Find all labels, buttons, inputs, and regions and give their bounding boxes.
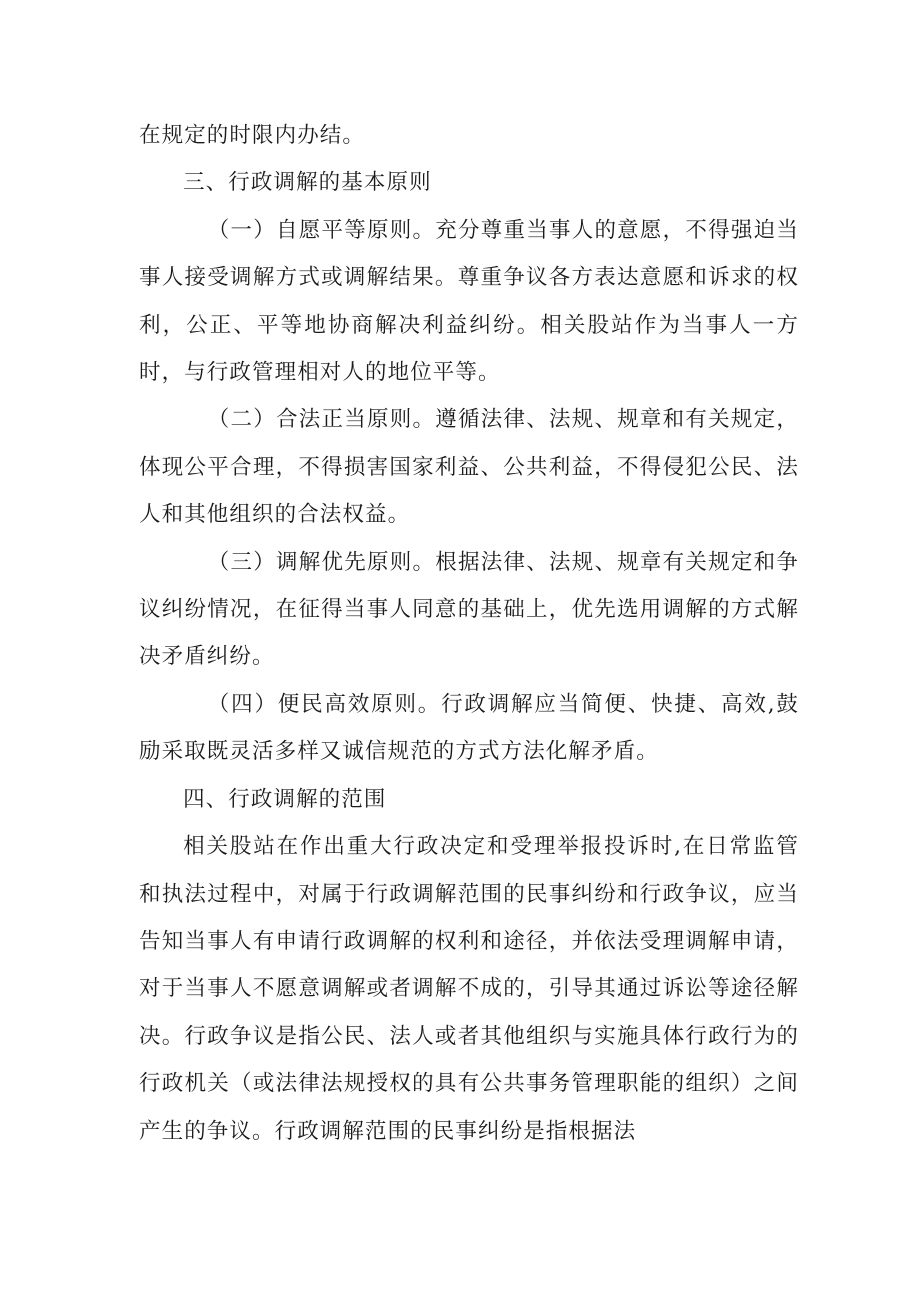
paragraph-continuation: 在规定的时限内办结。 (139, 123, 366, 148)
section-heading-four: 四、行政调解的范围 (183, 786, 387, 812)
principle-mediation-priority: （三）调解优先原则。根据法律、法规、规章有关规定和争议纠纷情况，在征得当事人同意的基础上，优先选用调解的方式解决矛盾纠纷。 (139, 549, 799, 670)
document-body (139, 112, 799, 1155)
section-heading-three: 三、行政调解的基本原则 (183, 170, 432, 196)
principle-convenience-efficiency: （四）便民高效原则。行政调解应当简便、快捷、高效,鼓励采取既灵活多样又诚信规范的方式方法化解矛盾。 (139, 691, 799, 765)
principle-voluntary-equality: （一）自愿平等原则。充分尊重当事人的意愿，不得强迫当事人接受调解方式或调解结果。尊重争议各方表达意愿和诉求的权利，公正、平等地协商解决利益纠纷。相关股站作为当事人一方时，与行政管理相对人的地位平等。 (139, 217, 799, 386)
paragraph-scope: 相关股站在作出重大行政决定和受理举报投诉时,在日常监管和执法过程中，对属于行政调解范围的民事纠纷和行政争议，应当告知当事人有申请行政调解的权利和途径，并依法受理调解申请，对于当事人不愿意调解或者调解不成的，引导其通过诉讼等途径解决。行政争议是指公民、法人或者其他组织与实施具体行政行为的行政机关（或法律法规授权的具有公共事务管理职能的组织）之间产生的争议。行政调解范围的民事纠纷是指根据法 (139, 834, 799, 1144)
principle-legality: （二）合法正当原则。遵循法律、法规、规章和有关规定，体现公平合理，不得损害国家利益、公共利益，不得侵犯公民、法人和其他组织的合法权益。 (139, 407, 799, 528)
